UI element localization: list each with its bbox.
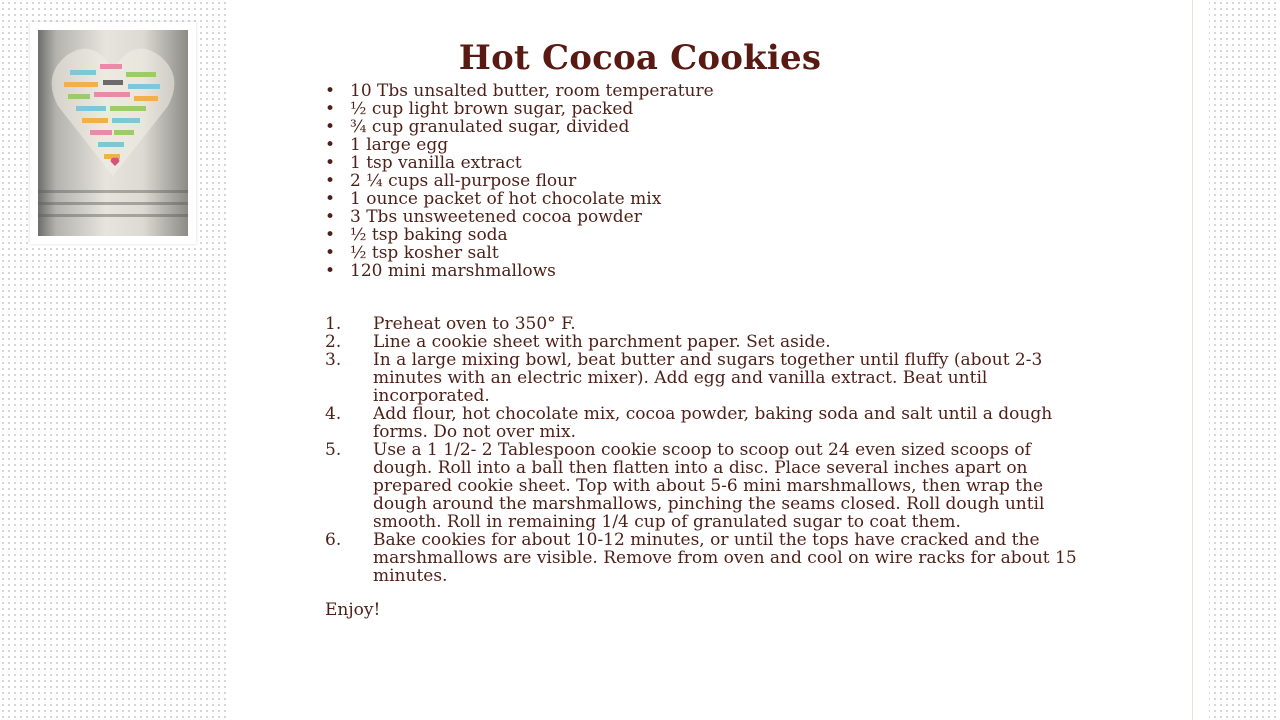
jar-rim-line bbox=[38, 214, 188, 217]
step-text: Bake cookies for about 10-12 minutes, or until the tops have cracked and the marshmallows are visible. Remove from oven and cool on wire racks for about 15 minutes. bbox=[373, 530, 1077, 586]
ingredients-list bbox=[325, 82, 714, 280]
ingredient-item: • 1 tsp vanilla extract bbox=[325, 154, 714, 172]
step-number: 3. bbox=[325, 350, 342, 370]
jar-rim-line bbox=[38, 202, 188, 205]
step-text: In a large mixing bowl, beat butter and sugars together until fluffy (about 2-3 minutes with an electric mixer). Add egg and vanilla extract. Beat until incorporated. bbox=[373, 350, 1043, 406]
ingredient-item: • ½ tsp kosher salt bbox=[325, 244, 714, 262]
step-number: 1. bbox=[325, 314, 342, 334]
ingredient-item: • 10 Tbs unsalted butter, room temperature bbox=[325, 82, 714, 100]
instruction-step bbox=[325, 315, 1095, 333]
step-text: Line a cookie sheet with parchment paper. Set aside. bbox=[373, 332, 831, 352]
instruction-step bbox=[325, 441, 1095, 531]
ingredient-item: • ¾ cup granulated sugar, divided bbox=[325, 118, 714, 136]
ingredient-item: • 3 Tbs unsweetened cocoa powder bbox=[325, 208, 714, 226]
left-page-border bbox=[226, 0, 245, 720]
instruction-step bbox=[325, 351, 1095, 405]
step-text: Use a 1 1/2- 2 Tablespoon cookie scoop to scoop out 24 even sized scoops of dough. Roll into a ball then flatten into a disc. Place several inches apart on prepared cookie sheet. Top with about 5-6 mini marshmallows, then wrap the dough around the marshmallows, pinching the seams closed. Roll dough until smooth. Roll in remaining 1/4 cup of granulated sugar to coat them. bbox=[373, 440, 1045, 532]
step-number: 6. bbox=[325, 530, 342, 550]
recipe-title: Hot Cocoa Cookies bbox=[458, 38, 822, 78]
ingredient-item: • 1 large egg bbox=[325, 136, 714, 154]
instruction-step bbox=[325, 531, 1095, 585]
ingredient-item: • ½ cup light brown sugar, packed bbox=[325, 100, 714, 118]
ingredient-item: • 1 ounce packet of hot chocolate mix bbox=[325, 190, 714, 208]
instructions-list bbox=[325, 315, 1095, 585]
instruction-step bbox=[325, 405, 1095, 441]
ingredient-item: • 2 ¼ cups all-purpose flour bbox=[325, 172, 714, 190]
instruction-step bbox=[325, 333, 1095, 351]
step-text: Preheat oven to 350° F. bbox=[373, 314, 576, 334]
closing-text: Enjoy! bbox=[325, 600, 381, 620]
step-number: 4. bbox=[325, 404, 342, 424]
ingredient-item: • ½ tsp baking soda bbox=[325, 226, 714, 244]
jar-rim-line bbox=[38, 190, 188, 193]
step-text: Add flour, hot chocolate mix, cocoa powder, baking soda and salt until a dough forms. Do not over mix. bbox=[373, 404, 1053, 442]
right-page-border bbox=[1192, 0, 1209, 720]
step-number: 5. bbox=[325, 440, 342, 460]
step-number: 2. bbox=[325, 332, 342, 352]
ingredient-item: • 120 mini marshmallows bbox=[325, 262, 714, 280]
